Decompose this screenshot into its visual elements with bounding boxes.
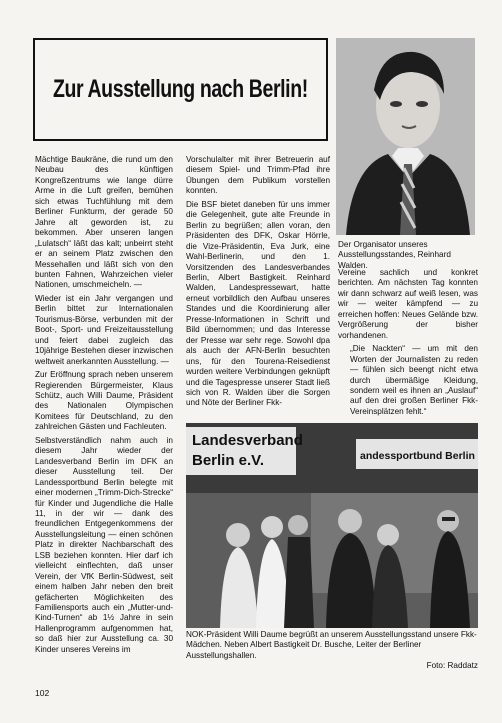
headline-box — [33, 38, 328, 141]
paragraph: Wieder ist ein Jahr vergangen und Berlin bittet zur Internationalen Tourismus-Börse, verbunden mit der Boot-, Sport- und Freizeitausstellung und feiert dabei zugleich das 10jährige Bestehen dieser inzwischen weltweit anerkannten Ausstellung. — — [35, 293, 173, 366]
column-2 — [186, 155, 330, 412]
photo-credit: Foto: Raddatz — [426, 661, 478, 671]
banner-text: Landesverband — [192, 432, 303, 449]
paragraph: Mächtige Baukräne, die rund um den Neubau des künftigen Kongreßzentrums wie lange dürre Arme in die Luft greifen, bemühen sich etwas Tuchfühlung mit dem Berliner Funkturm, der gerade 50 Jahre alt geworden ist, zu bekommen. Aber unseren langen „Lulatsch“ läßt das kalt; unbeirrt steht er an seinem Platz zwischen den Messehallen und läßt sich von den bunten Fahnen, Wahrzeichen vieler Nationen, umschmeicheln. — — [35, 155, 173, 290]
paragraph: Selbstverständlich nahm auch in diesem Jahr wieder der Landesverband Berlin im DFK an dieser Ausstellung teil. Der Landessportbund Berlin belegte mit einer modernen „Trimm-Dich-Strecke“ für Kinder und Jugendliche die Halle 11, in der wir — dank des freundlichen Entgegenkommens der Ausstellungsleitung — einen schönen Platz in direkter Nachbarschaft des LSB beziehen konnten. Hier darf ich vielleicht einflechten, daß unser Verein, der VfK Berlin-Südwest, seit einem halben Jahr neben den breit gefächerten Möglichkeiten des Familiensports auch ein „Mutter-und-Kind-Turnen“ ab 1½ Jahre in sein Hallenprogramm aufgenommen hat, so daß hier zur Ausstellung ca. 30 Kinder unseres Vereins im — [35, 435, 173, 654]
column-3 — [338, 268, 478, 420]
banner-text: andessportbund Berlin — [360, 450, 475, 462]
event-photo — [186, 423, 478, 628]
paragraph: Vorschulalter mit ihrer Betreuerin auf diesem Spiel- und Trimm-Pfad ihre Übungen dem Publikum vorstellen konnten. — [186, 155, 330, 196]
page-number: 102 — [35, 688, 50, 698]
column-1 — [35, 155, 173, 658]
paragraph: Die BSF bietet daneben für uns immer die Gelegenheit, gute alte Freunde in Berlin zu begrüßen; allen voran, den Präsidenten des DFK, Oskar Hörrle, die Vize-Präsidentin, Eva Jurk, eine Wahl-Berlinerin, und den 1. Vorsitzenden des Landesverbandes Berlin, Albert Bastigkeit. Reinhard Walden, Landespressewart, hatte erneut vorbildlich den Aufbau unseres Standes und die Koordinierung aller Presse-Informationen in Schrift und Bild übernommen; und das Interesse der Presse war sehr rege. Sowohl dpa als auch der AFN-Berlin besuchten uns, für den Tourena-Reisedienst wurden weitere Verbindungen geknüpft und die Tagespresse unserer Stadt ließ sich von R. Walden über die Sorgen und Nöte der Berliner Fkk- — [186, 199, 330, 408]
paragraph: Zur Eröffnung sprach neben unserem Regierenden Bürgermeister, Klaus Schütz, auch Willi Daume, Präsident des Nationalen Olympischen Komitees für Deutschland, zu den zahlreichen Gästen und Fachleuten. — [35, 370, 173, 432]
headline: Zur Ausstellung nach Berlin! — [53, 75, 308, 103]
quote-paragraph: „Die Nackten“ — um mit den Worten der Journalisten zu reden — fühlen sich beengt nicht etwa durch übermäßige Kleidung, sondern weil es ihnen an „Auslauf“ auf den drei großen Berliner Fkk-Vereinsplätzen fehlt.“ — [350, 344, 478, 416]
portrait-photo — [336, 38, 475, 235]
paragraph: Vereine sachlich und konkret berichten. Am nächsten Tag konnten wir dann schwarz auf weiß lesen, was wir — weiter kämpfend — zu erreichen hoffen: Neues Gelände bzw. Vergrößerung der bisher vorhandenen. — [338, 268, 478, 340]
photo-caption-text: NOK-Präsident Willi Daume begrüßt an unserem Ausstellungsstand unsere Fkk-Mädchen. Neben Albert Bastigkeit Dr. Busche, Leiter der Berliner Ausstellungshallen. — [186, 630, 477, 660]
banner-text: Berlin e.V. — [192, 452, 264, 469]
portrait-caption: Der Organisator unseres Ausstellungsstandes, Reinhard Walden. — [338, 240, 451, 270]
photo-caption — [186, 630, 478, 672]
